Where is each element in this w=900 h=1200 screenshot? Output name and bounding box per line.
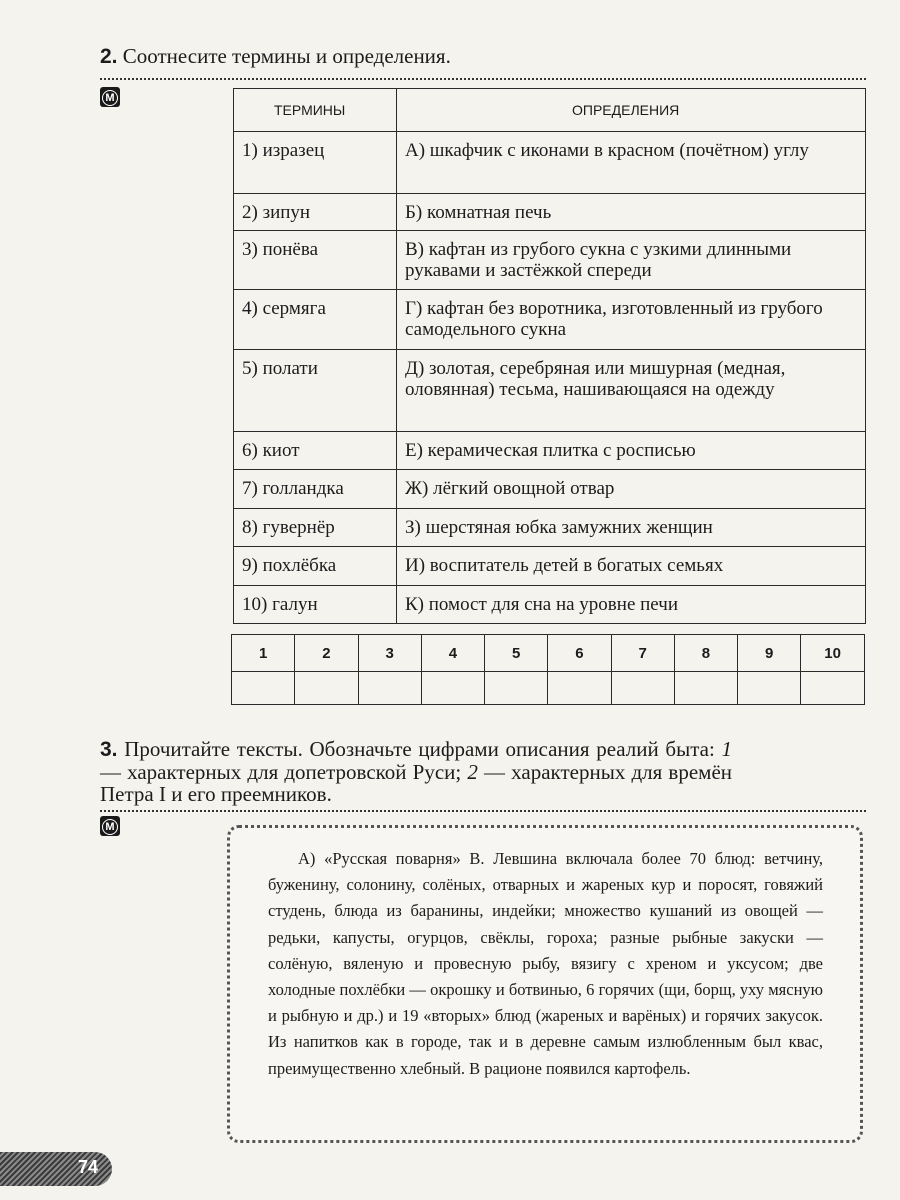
term-cell: 4) сермяга: [234, 290, 397, 350]
answer-number: 4: [421, 635, 484, 672]
task-3-text: Прочитайте тексты. Обозначьте цифрами описания реалий быта:: [124, 737, 722, 761]
definition-cell: З) шерстяная юбка замужних женщин: [397, 509, 866, 547]
definition-cell: Г) кафтан без воротника, изготовленный из грубого самодельного сукна: [397, 290, 866, 350]
term-cell: 7) голландка: [234, 470, 397, 509]
answer-cell[interactable]: [738, 672, 801, 705]
term-cell: 5) полати: [234, 350, 397, 432]
terms-table: [233, 88, 866, 624]
answer-number: 1: [232, 635, 295, 672]
answer-number: 6: [548, 635, 611, 672]
m-badge-icon: М: [100, 816, 120, 836]
answer-cell[interactable]: [295, 672, 358, 705]
term-cell: 2) зипун: [234, 194, 397, 231]
answer-number: 9: [738, 635, 801, 672]
table-row: [234, 547, 866, 586]
task-2-heading: [100, 45, 870, 68]
definition-cell: Б) комнатная печь: [397, 194, 866, 231]
task-3-text: — характерных для допетровской Руси;: [100, 760, 468, 784]
answer-number: 8: [674, 635, 737, 672]
term-cell: 8) гувернёр: [234, 509, 397, 547]
answer-number: 7: [611, 635, 674, 672]
definition-cell: К) помост для сна на уровне печи: [397, 586, 866, 624]
table-row: [234, 509, 866, 547]
definition-cell: И) воспитатель детей в богатых семьях: [397, 547, 866, 586]
definition-cell: Ж) лёгкий овощной отвар: [397, 470, 866, 509]
answer-cell[interactable]: [674, 672, 737, 705]
page-number: 74: [77, 1157, 98, 1177]
m-badge-icon: М: [100, 87, 120, 107]
table-row: [234, 470, 866, 509]
answer-cell[interactable]: [358, 672, 421, 705]
task-3-text: — характерных для времён Петра I и его преемников.: [100, 760, 733, 806]
definition-cell: В) кафтан из грубого сукна с узкими длинными рукавами и застёжкой спереди: [397, 231, 866, 290]
answer-cell[interactable]: [801, 672, 865, 705]
definition-cell: Е) керамическая плитка с росписью: [397, 432, 866, 470]
answer-grid: [231, 634, 865, 705]
dotted-divider: [100, 810, 866, 812]
answer-cell[interactable]: [232, 672, 295, 705]
table-row: [234, 231, 866, 290]
definitions-header: ОПРЕДЕЛЕНИЯ: [397, 89, 866, 132]
task-3-number: 3.: [100, 738, 118, 761]
answer-cell[interactable]: [485, 672, 548, 705]
table-row: [234, 290, 866, 350]
dotted-divider: [100, 78, 866, 80]
term-cell: 6) киот: [234, 432, 397, 470]
task-2-number: 2.: [100, 45, 118, 68]
answer-cell[interactable]: [611, 672, 674, 705]
term-cell: 3) понёва: [234, 231, 397, 290]
table-row: [234, 194, 866, 231]
answer-number: 10: [801, 635, 865, 672]
reading-text-a: А) «Русская поварня» В. Левшина включала более 70 блюд: ветчину, буженину, солонину, солёных, отварных и жареных кур и поросят, говяжий студень, блюда из баранины, индейки; множество кушаний из овощей — редьки, капусты, огурцов, свёклы, гороха; разные рыбные закуски — солёную, вяленую и провесную рыбу, вязигу с хреном и уксусом; две холодные похлёбки — окрошку и ботвинью, 6 горячих (щи, борщ, уху мясную и рыбную и др.) и 19 «вторых» блюд (жареных и варёных) и горячих закусок. Из напитков как в городе, так и в деревне самым излюбленным был квас, преимущественно хлебный. В рационе появился картофель.: [268, 849, 823, 1078]
answer-cell[interactable]: [421, 672, 484, 705]
task-3-num2: 2: [467, 760, 478, 784]
task-2-text: Соотнесите термины и определения.: [122, 44, 451, 68]
term-cell: 10) галун: [234, 586, 397, 624]
answer-cell[interactable]: [548, 672, 611, 705]
table-row: [234, 350, 866, 432]
term-cell: 9) похлёбка: [234, 547, 397, 586]
table-row: [234, 586, 866, 624]
answer-number: 5: [485, 635, 548, 672]
answer-number: 2: [295, 635, 358, 672]
table-row: [234, 432, 866, 470]
term-cell: 1) изразец: [234, 132, 397, 194]
table-row: [234, 132, 866, 194]
answer-number: 3: [358, 635, 421, 672]
page-number-tab: [0, 1152, 112, 1186]
definition-cell: Д) золотая, серебряная или мишурная (медная, оловянная) тесьма, нашивающаяся на одежду: [397, 350, 866, 432]
task-3-num1: 1: [721, 737, 732, 761]
task-3-heading: [100, 738, 732, 805]
definition-cell: А) шкафчик с иконами в красном (почётном) углу: [397, 132, 866, 194]
terms-header: ТЕРМИНЫ: [234, 89, 397, 132]
